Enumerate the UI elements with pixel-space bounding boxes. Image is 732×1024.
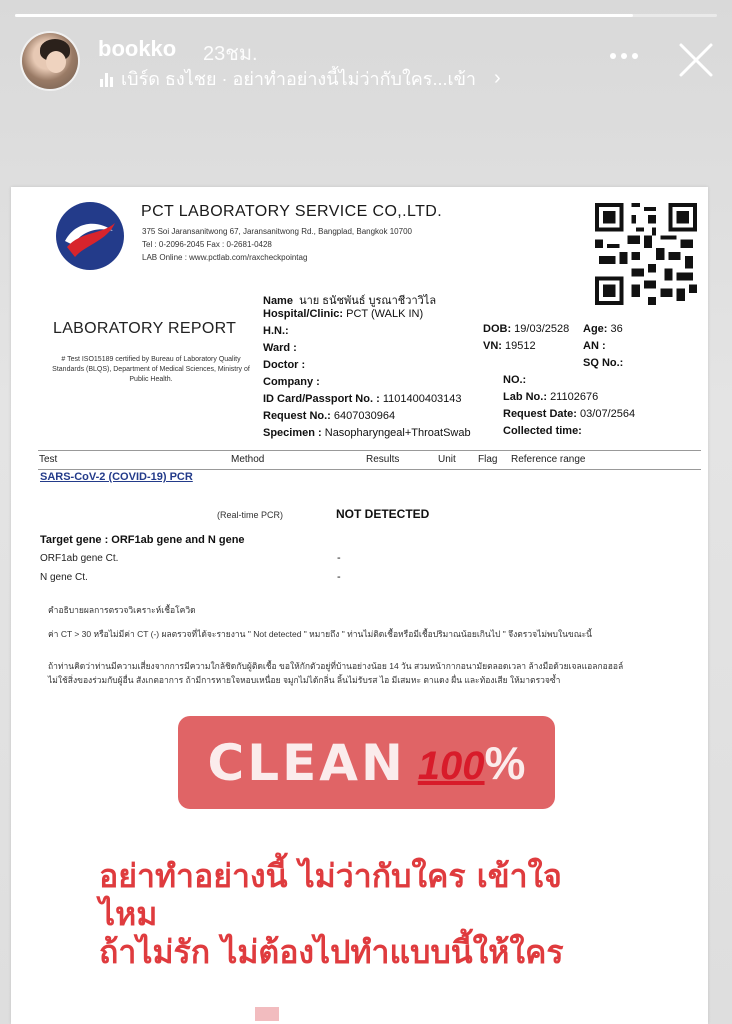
hn-label-text: H.N.:	[263, 325, 289, 337]
more-options-icon[interactable]	[606, 46, 642, 66]
avatar[interactable]	[22, 33, 78, 89]
story-progress-fill	[15, 14, 633, 17]
advice-text-2: ไม่ใช้สิ่งของร่วมกับผู้อื่น สังเกตอาการ ถ้ามีการหายใจหอบเหนื่อย จมูกไม่ได้กลิ่น ลิ้นไม่รับรส ไอ มีเสมหะ ตาแดง ผื่น และท้องเสีย ให้มาตรวจซ้ำ	[48, 675, 561, 685]
n-gene-ct: N gene Ct.	[40, 572, 88, 583]
name-label: Name	[263, 295, 293, 307]
avatar-face	[46, 51, 66, 73]
result-value: NOT DETECTED	[336, 507, 430, 521]
an-label	[583, 340, 606, 352]
hundred-text: 100	[417, 743, 485, 788]
request-value: 6407030964	[333, 410, 396, 422]
ward-label-text: Ward :	[263, 342, 297, 354]
no-label	[503, 374, 526, 386]
no-label-text: NO.:	[503, 374, 527, 386]
col-results: Results	[366, 454, 400, 465]
hn-label	[263, 325, 289, 337]
music-title: เบิร์ด ธงไชย · อย่าทำอย่างนี้ไม่ว่ากับใคร...เข้า	[121, 69, 477, 89]
vn-row	[483, 340, 536, 352]
pct-logo-icon	[55, 201, 125, 271]
collected-label-text: Collected time:	[503, 425, 582, 437]
sq-label-text: SQ No.:	[583, 357, 624, 369]
labno-label: Lab No.:	[503, 391, 547, 403]
company-address	[142, 225, 412, 264]
age-row	[583, 323, 623, 335]
target-gene: Target gene : ORF1ab gene and N gene	[40, 534, 245, 546]
pink-mark	[255, 1007, 279, 1021]
labno-row	[503, 391, 598, 403]
username[interactable]: bookko	[98, 36, 177, 61]
percent-text: %	[484, 736, 526, 789]
col-test: Test	[39, 454, 58, 465]
specimen-label: Specimen :	[263, 427, 322, 439]
orf1ab-gene-ct: ORF1ab gene Ct.	[40, 553, 119, 564]
company-name: PCT LABORATORY SERVICE CO,.LTD.	[141, 203, 443, 220]
specimen-row	[263, 427, 471, 439]
lab-report-image	[11, 187, 708, 1024]
reqdate-row	[503, 408, 635, 420]
phone-line: Tel : 0-2096-2045 Fax : 0-2681-0428	[142, 240, 272, 249]
hospital-row	[263, 308, 423, 320]
idcard-value: 1101400403143	[382, 393, 462, 405]
age-label: Age:	[583, 323, 608, 335]
music-attribution[interactable]	[100, 64, 501, 93]
collected-label	[503, 425, 582, 437]
address-line: 375 Soi Jaransanitwong 67, Jaransanitwong Rd., Bangplad, Bangkok 10700	[142, 227, 412, 236]
music-icon	[100, 71, 113, 87]
qr-code-icon	[595, 203, 697, 305]
name-value: นาย ธนัชพันธ์ บูรณาชีวาวิไล	[299, 295, 437, 307]
clean-text: CLEAN	[207, 733, 406, 792]
caption-line-3: ถ้าไม่รัก ไม่ต้องไปทำแบบนี้ให้ใคร	[99, 933, 564, 971]
chevron-right-icon: ›	[494, 67, 501, 89]
company-label	[263, 376, 320, 388]
hospital-label: Hospital/Clinic:	[263, 308, 344, 320]
idcard-label: ID Card/Passport No. :	[263, 393, 380, 405]
close-icon[interactable]	[678, 42, 714, 78]
col-flag: Flag	[478, 454, 498, 465]
story-progress-bar	[15, 14, 717, 17]
dob-row	[483, 323, 569, 335]
col-reference: Reference range	[511, 454, 586, 465]
results-table-header	[38, 450, 701, 470]
sq-label	[583, 357, 623, 369]
col-method: Method	[231, 454, 265, 465]
an-label-text: AN :	[583, 340, 606, 352]
idcard-row	[263, 393, 462, 405]
orf1ab-value: -	[337, 552, 341, 564]
vn-value: 19512	[505, 340, 536, 352]
dob-label: DOB:	[483, 323, 512, 335]
certification-note: # Test ISO15189 certified by Bureau of Laboratory Quality Standards (BLQS), Department of Medical Sciences, Ministry of Public Health.	[52, 356, 250, 383]
vn-label: VN:	[483, 340, 502, 352]
reqdate-value: 03/07/2564	[580, 408, 636, 420]
ward-label	[263, 342, 297, 354]
caption-line-1: อย่าทำอย่างนี้ ไม่ว่ากับใคร เข้าใจ	[99, 857, 562, 895]
name-row	[263, 291, 436, 309]
request-label: Request No.:	[263, 410, 331, 422]
post-time: 23ชม.	[203, 43, 258, 65]
dob-value: 19/03/2528	[514, 323, 570, 335]
test-name: SARS-CoV-2 (COVID-19) PCR	[40, 471, 193, 483]
report-title: LABORATORY REPORT	[53, 320, 237, 337]
advice-text-1: ถ้าท่านคิดว่าท่านมีความเสี่ยงจากการมีความใกล้ชิดกับผู้ติดเชื้อ ขอให้กักตัวอยู่ที่บ้านอย่างน้อย 14 วัน สวมหน้ากากอนามัยตลอดเวลา ล้างมือด้วยเจลแอลกอฮอล์	[48, 661, 624, 671]
age-value: 36	[610, 323, 623, 335]
method-value: (Real-time PCR)	[217, 510, 284, 520]
interpretation-heading: คำอธิบายผลการตรวจวิเคราะห์เชื้อโควิด	[48, 605, 196, 615]
labno-value: 21102676	[550, 391, 599, 403]
company-label-text: Company :	[263, 376, 320, 388]
n-gene-value: -	[337, 571, 341, 583]
col-unit: Unit	[438, 454, 456, 465]
clean-sticker	[178, 716, 555, 809]
lab-online-line: LAB Online : www.pctlab.com/raxcheckpointag	[142, 253, 308, 262]
interpretation-text: ค่า CT > 30 หรือไม่มีค่า CT (-) ผลตรวจที่ได้จะรายงาน " Not detected " หมายถึง " ท่านไม่ติดเชื้อหรือมีเชื้อปริมาณน้อยเกินไป " จึงตรวจไม่พบในขณะนี้	[48, 629, 592, 639]
specimen-value: Nasopharyngeal+ThroatSwab	[324, 427, 471, 439]
reqdate-label: Request Date:	[503, 408, 577, 420]
caption-line-2: ไหม	[99, 895, 158, 933]
story-caption	[99, 857, 659, 971]
doctor-label-text: Doctor :	[263, 359, 306, 371]
hospital-value: PCT (WALK IN)	[346, 308, 424, 320]
request-row	[263, 410, 395, 422]
hundred-percent-emoji	[418, 736, 526, 790]
doctor-label	[263, 359, 305, 371]
